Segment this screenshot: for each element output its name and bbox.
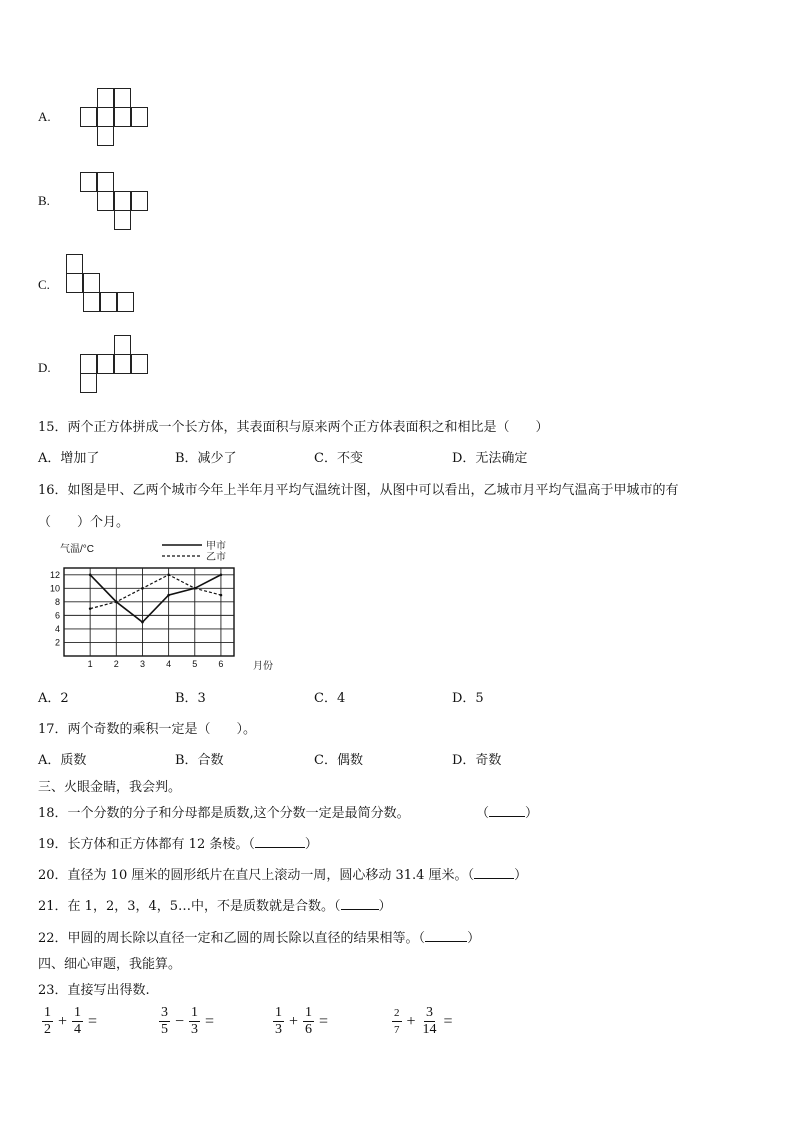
q17-option-a[interactable]: A．质数 [38,753,87,768]
data-point [167,573,170,576]
data-point [167,594,170,597]
question-22 [38,927,480,946]
question-19 [38,833,318,852]
calc-item-1: 1 2 + $\frac{1}{4}$ = [44,1005,98,1037]
q15-option-c[interactable]: C．不变 [314,451,363,466]
x-tick-label: 4 [166,659,172,669]
q15-option-d[interactable]: D．无法确定 [452,451,528,466]
question-15-stem: 15．两个正方体拼成一个长方体，其表面积与原来两个正方体表面积之和相比是（ ） [38,420,549,435]
data-point [141,587,144,590]
question-18-text: 18．一个分数的分子和分母都是质数,这个分数一定是最简分数。 [38,806,410,821]
x-tick-label: 3 [139,659,145,669]
q17-option-d[interactable]: D．奇数 [452,753,502,768]
data-point [193,587,196,590]
q16-option-a[interactable]: A．2 [38,691,69,706]
question-19-answer-blank[interactable]: （ ） [248,837,318,852]
question-20-answer-blank[interactable]: （ ） [467,868,528,883]
chart-ticks [50,570,223,669]
q16-option-b[interactable]: B．3 [175,691,206,706]
chart-legend [162,539,226,563]
question-16-stem-line1: 16．如图是甲、乙两个城市今年上半年月平均气温统计图，从图中可以看出，乙城市月平均气温高于甲城市的有 [38,483,679,498]
q16-option-c[interactable]: C．4 [314,691,346,706]
question-18 [38,802,410,821]
q16-option-d[interactable]: D．5 [452,691,484,706]
net-option-c-label: C. [38,277,50,292]
calc-item-3: 1 3 + $\frac{1}{6}$ = [275,1005,329,1037]
x-tick-label: 5 [192,659,198,669]
x-tick-label: 2 [113,659,119,669]
question-22-text: 22．甲圆的周长除以直径一定和乙圆的周长除以直径的结果相等。 [38,931,419,946]
question-16-stem-line2: （ ）个月。 [38,515,130,530]
data-point [220,573,223,576]
net-option-b-label: B. [38,193,50,208]
y-tick-label: 10 [49,583,60,594]
y-tick-label: 4 [54,623,60,634]
q15-option-b[interactable]: B．减少了 [175,451,237,466]
q17-option-c[interactable]: C．偶数 [314,753,363,768]
question-20-text: 20．直径为 10 厘米的圆形纸片在直尺上滚动一周，圆心移动 31.4 厘米。 [38,868,468,883]
question-17-stem: 17．两个奇数的乘积一定是（ ）。 [38,722,257,737]
chart-series [89,573,222,623]
question-20 [38,864,527,883]
y-tick-label: 12 [49,569,60,580]
q17-option-b[interactable]: B．合数 [175,753,224,768]
net-option-a-label: A. [38,109,51,124]
data-point [141,621,144,624]
temperature-line-chart [40,536,290,674]
data-point [89,573,92,576]
series-line-yi [90,575,221,609]
x-tick-label: 1 [87,659,93,669]
data-point [89,607,92,610]
y-tick-label: 6 [54,610,60,621]
data-point [115,601,118,604]
question-19-text: 19．长方体和正方体都有 12 条棱。 [38,837,249,852]
legend-label-yi: 乙市 [206,552,226,563]
chart-xlabel: 月份 [253,661,273,672]
y-tick-label: 2 [54,637,60,648]
y-tick-label: 8 [54,596,60,607]
q15-option-a[interactable]: A．增加了 [38,451,100,466]
chart-ylabel: 气温/°C [60,544,94,555]
section-3-heading: 三、火眼金睛，我会判。 [38,780,182,795]
legend-label-jia: 甲市 [206,541,226,552]
data-point [220,594,223,597]
calc-item-4: 2 7 + $\frac{3}{14}$ = [394,1005,453,1037]
section-4-heading: 四、细心审题，我能算。 [38,957,182,972]
question-18-answer-blank[interactable]: （ ） [476,806,539,821]
calc-item-2: 3 5 − $\frac{1}{3}$ = [161,1005,215,1037]
question-23-stem: 23．直接写出得数. [38,983,150,998]
question-22-answer-blank[interactable]: （ ） [418,931,481,946]
net-option-d-label: D. [38,360,51,375]
question-21 [38,895,392,914]
question-21-answer-blank[interactable]: （ ） [334,899,392,914]
x-tick-label: 6 [218,659,224,669]
question-21-text: 21．在 1，2，3，4，5…中，不是质数就是合数。 [38,899,335,914]
